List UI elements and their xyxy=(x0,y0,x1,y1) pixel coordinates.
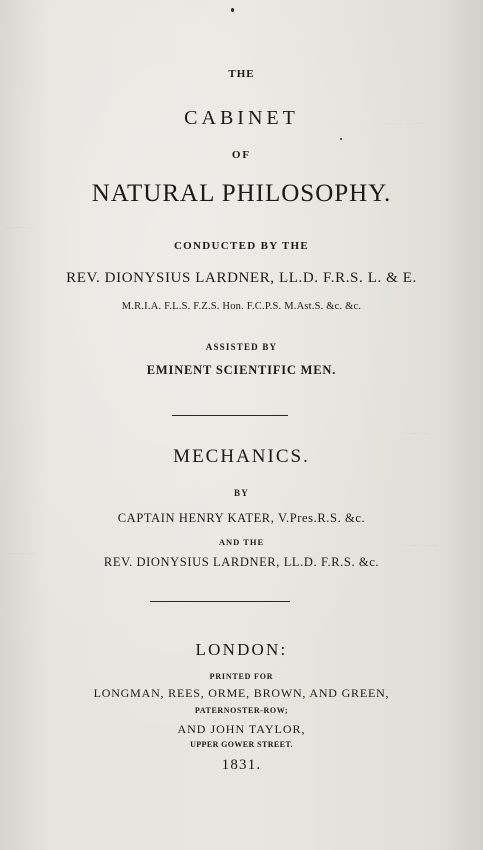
show-through: — — — — xyxy=(385,118,423,127)
printed-for: PRINTED FOR xyxy=(209,672,274,681)
and-the: AND THE xyxy=(218,537,265,547)
conducted-by: CONDUCTED BY THE xyxy=(173,240,310,252)
imprint-year: 1831. xyxy=(221,757,262,773)
divider-rule xyxy=(172,415,288,416)
assisted-by: ASSISTED BY xyxy=(205,342,278,352)
divider-rule xyxy=(150,601,290,602)
series-title: NATURAL PHILOSOPHY. xyxy=(91,180,392,207)
publisher-address: UPPER GOWER STREET. xyxy=(190,740,293,749)
the-heading: THE xyxy=(228,68,255,80)
imprint-city: LONDON: xyxy=(195,640,288,659)
show-through: — — — xyxy=(5,222,33,231)
ink-speck xyxy=(231,8,234,12)
of-heading: OF xyxy=(231,149,252,161)
show-through: — — — xyxy=(8,548,36,557)
author-2: REV. DIONYSIUS LARDNER, LL.D. F.R.S. &c. xyxy=(103,555,380,569)
show-through: — — — xyxy=(400,428,428,437)
show-through: — — — — xyxy=(400,540,438,549)
editor-honours: M.R.I.A. F.L.S. F.Z.S. Hon. F.C.P.S. M.Ast.S. &c. &c. xyxy=(121,301,362,312)
publishers-address: PATERNOSTER-ROW; xyxy=(194,706,289,715)
and-publisher: AND JOHN TAYLOR, xyxy=(177,722,306,736)
by-label: BY xyxy=(234,488,249,498)
author-1: CAPTAIN HENRY KATER, V.Pres.R.S. &c. xyxy=(117,511,366,525)
volume-title: MECHANICS. xyxy=(173,446,310,467)
publishers: LONGMAN, REES, ORME, BROWN, AND GREEN, xyxy=(93,686,390,700)
assistants: EMINENT SCIENTIFIC MEN. xyxy=(146,363,337,377)
cabinet-heading: CABINET xyxy=(184,107,299,129)
ink-speck xyxy=(340,138,342,140)
editor-name: REV. DIONYSIUS LARDNER, LL.D. F.R.S. L. & E. xyxy=(66,270,417,286)
